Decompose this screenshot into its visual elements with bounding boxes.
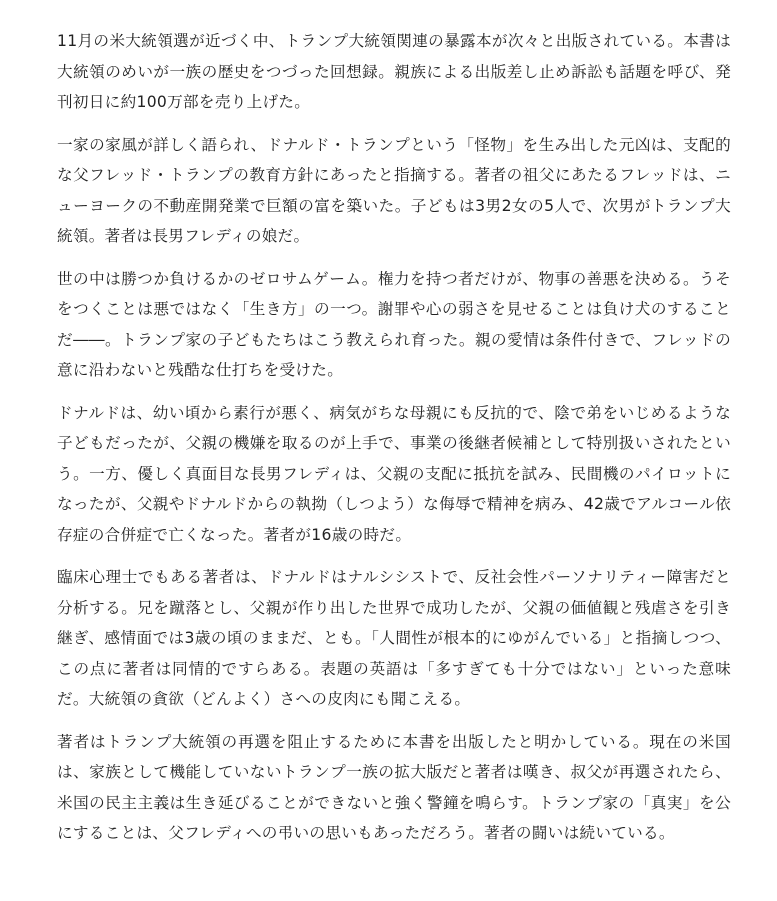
paragraph-1: 11月の米大統領選が近づく中、トランプ大統領関連の暴露本が次々と出版されている。本書は大統領のめいが一族の歴史をつづった回想録。親族による出版差し止め訴訟も話題を呼び、発刊初日に約100万部を売り上げた。 <box>57 32 731 111</box>
paragraph-2: 一家の家風が詳しく語られ、ドナルド・トランプという「怪物」を生み出した元凶は、支配的な父フレッド・トランプの教育方針にあったと指摘する。著者の祖父にあたるフレッドは、ニューヨークの不動産開発業で巨額の富を築いた。子どもは3男2女の5人で、次男がトランプ大統領。著者は長男フレディの娘だ。 <box>57 135 731 245</box>
paragraph-3: 世の中は勝つか負けるかのゼロサムゲーム。権力を持つ者だけが、物事の善悪を決める。うそをつくことは悪ではなく「生き方」の一つ。謝罪や心の弱さを見せることは負け犬のすることだ――。トランプ家の子どもたちはこう教えられ育った。親の愛情は条件付きで、フレッドの意に沿わないと残酷な仕打ちを受けた。 <box>57 269 731 379</box>
paragraph-5: 臨床心理士でもある著者は、ドナルドはナルシシストで、反社会性パーソナリティー障害だと分析する。兄を蹴落とし、父親が作り出した世界で成功したが、父親の価値観と残虐さを引き継ぎ、感情面では3歳の頃のままだ、とも。「人間性が根本的にゆがんでいる」と指摘しつつ、この点に著者は同情的ですらある。表題の英語は「多すぎても十分ではない」といった意味だ。大統領の貪欲（どんよく）さへの皮肉にも聞こえる。 <box>57 568 731 708</box>
paragraph-4: ドナルドは、幼い頃から素行が悪く、病気がちな母親にも反抗的で、陰で弟をいじめるような子どもだったが、父親の機嫌を取るのが上手で、事業の後継者候補として特別扱いされたという。一方、優しく真面目な長男フレディは、父親の支配に抵抗を試み、民間機のパイロットになったが、父親やドナルドからの執拗（しつよう）な侮辱で精神を病み、42歳でアルコール依存症の合併症で亡くなった。著者が16歳の時だ。 <box>57 403 731 544</box>
paragraph-6: 著者はトランプ大統領の再選を阻止するために本書を出版したと明かしている。現在の米国は、家族として機能していないトランプ一族の拡大版だと著者は嘆き、叔父が再選されたら、米国の民主主義は生き延びることができないと強く警鐘を鳴らす。トランプ家の「真実」を公にすることは、父フレディへの弔いの思いもあっただろう。著者の闘いは続いている。 <box>57 732 731 842</box>
